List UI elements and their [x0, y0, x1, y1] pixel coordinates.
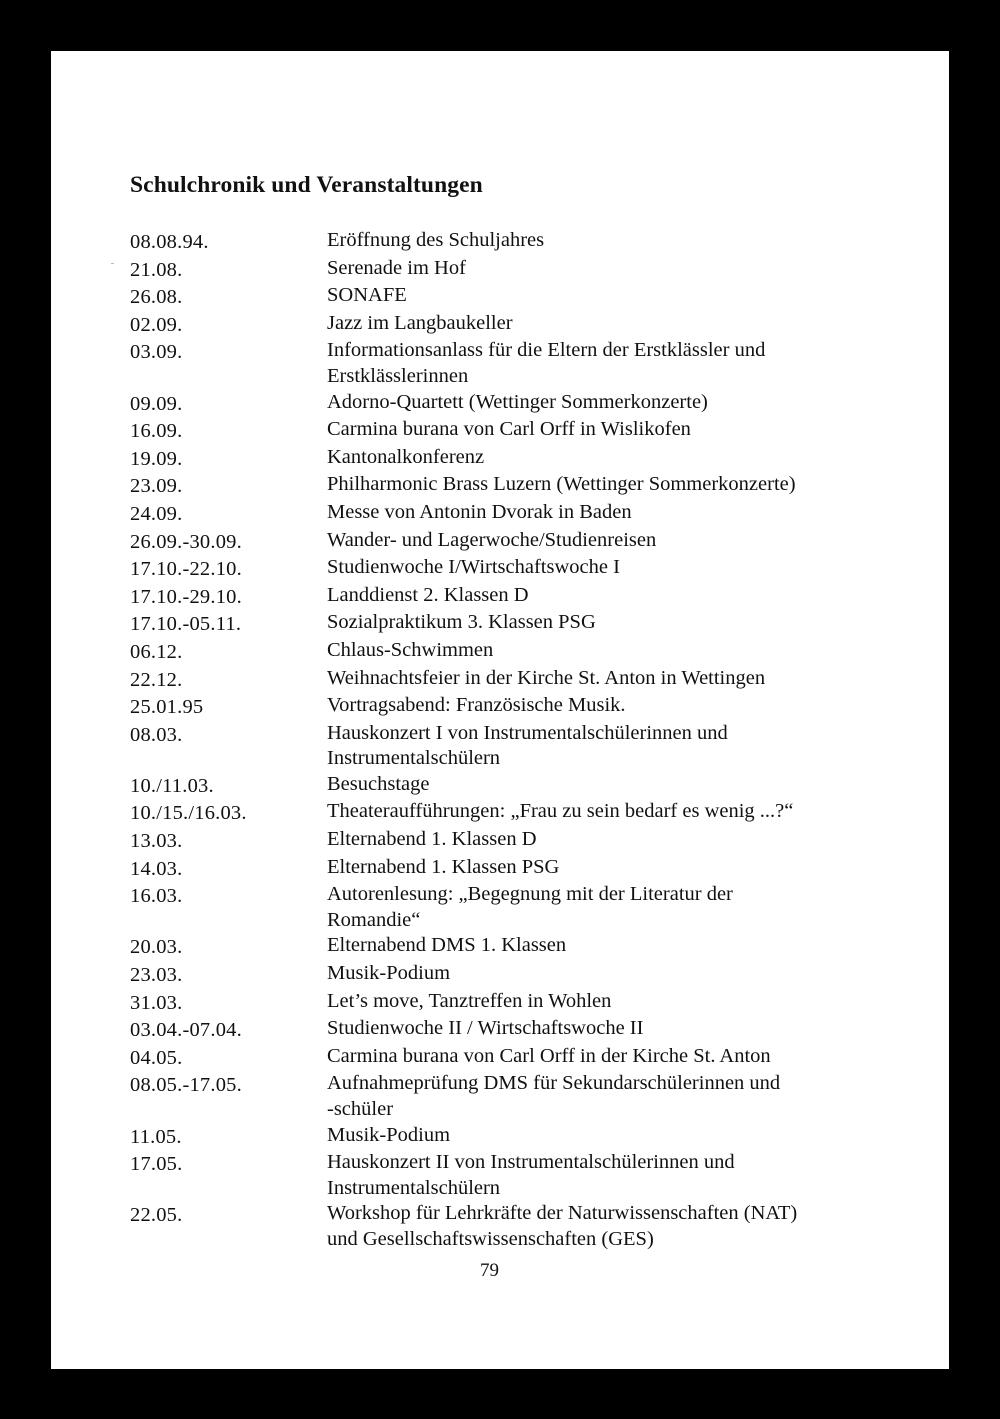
chronicle-entry — [130, 528, 870, 556]
chronicle-entry — [130, 417, 870, 445]
chronicle-entry — [130, 555, 870, 583]
chronicle-entry — [130, 693, 870, 721]
entry-date: 22.12. — [130, 668, 183, 691]
entry-event: Hauskonzert I von Instrumentalschülerinnen und Instrumentalschülern — [327, 721, 728, 770]
chronicle-entry — [130, 500, 870, 528]
entry-event: Musik-Podium — [327, 1123, 451, 1146]
entry-date: 14.03. — [130, 857, 183, 880]
chronicle-list — [130, 228, 870, 1253]
chronicle-entry — [130, 1123, 870, 1151]
entry-event: SONAFE — [327, 284, 407, 307]
entry-date: 03.09. — [130, 341, 183, 364]
chronicle-entry — [130, 933, 870, 961]
entry-event: Elternabend 1. Klassen D — [327, 828, 537, 851]
chronicle-entry — [130, 882, 870, 933]
document-page — [51, 51, 949, 1369]
chronicle-entry — [130, 445, 870, 473]
entry-event: Besuchstage — [327, 772, 430, 795]
chronicle-entry — [130, 311, 870, 339]
entry-event: Kantonalkonferenz — [327, 445, 485, 468]
entry-date: 24.09. — [130, 502, 183, 525]
page-title: Schulchronik und Veranstaltungen — [130, 172, 483, 198]
chronicle-entry — [130, 961, 870, 989]
entry-event: Chlaus-Schwimmen — [327, 638, 494, 661]
entry-date: 17.10.-22.10. — [130, 558, 242, 581]
entry-event: Vortragsabend: Französische Musik. — [327, 694, 626, 717]
chronicle-entry — [130, 799, 870, 827]
entry-event: Studienwoche II / Wirtschaftswoche II — [327, 1017, 644, 1040]
chronicle-entry — [130, 1044, 870, 1072]
entry-date: 02.09. — [130, 313, 183, 336]
entry-event: Philharmonic Brass Luzern (Wettinger Sommerkonzerte) — [327, 473, 796, 496]
entry-event: Landdienst 2. Klassen D — [327, 583, 529, 606]
entry-date: 10./11.03. — [130, 774, 214, 797]
entry-event: Elternabend DMS 1. Klassen — [327, 934, 567, 957]
entry-date: 21.08. — [130, 258, 183, 281]
entry-event: Elternabend 1. Klassen PSG — [327, 855, 560, 878]
entry-date: 10./15./16.03. — [130, 802, 247, 825]
chronicle-entry — [130, 472, 870, 500]
entry-date: 17.10.-29.10. — [130, 585, 242, 608]
entry-date: 04.05. — [130, 1046, 183, 1069]
chronicle-entry — [130, 283, 870, 311]
entry-date: 06.12. — [130, 640, 183, 663]
entry-event: Wander- und Lagerwoche/Studienreisen — [327, 528, 657, 551]
entry-event: Workshop für Lehrkräfte der Naturwissenschaften (NAT) und Gesellschaftswissenschaften (GES) — [327, 1202, 798, 1250]
entry-date: 26.09.-30.09. — [130, 530, 242, 553]
entry-date: 26.08. — [130, 286, 183, 309]
chronicle-entry — [130, 989, 870, 1017]
entry-date: 08.05.-17.05. — [130, 1074, 242, 1097]
entry-event: Jazz im Langbaukeller — [327, 311, 513, 334]
entry-date: 13.03. — [130, 830, 183, 853]
chronicle-entry — [130, 1150, 870, 1201]
entry-event: Theateraufführungen: „Frau zu sein bedarf es wenig ...?“ — [327, 800, 794, 823]
entry-event: Messe von Antonin Dvorak in Baden — [327, 500, 632, 523]
entry-event: Weihnachtsfeier in der Kirche St. Anton in Wettingen — [327, 666, 766, 689]
entry-date: 17.05. — [130, 1153, 183, 1176]
entry-date: 08.08.94. — [130, 231, 209, 253]
entry-date: 23.09. — [130, 475, 183, 498]
entry-event: Serenade im Hof — [327, 256, 466, 279]
chronicle-entry — [130, 638, 870, 666]
chronicle-entry — [130, 583, 870, 611]
chronicle-entry — [130, 256, 870, 284]
entry-date: 22.05. — [130, 1204, 183, 1227]
chronicle-entry — [130, 1016, 870, 1044]
entry-date: 31.03. — [130, 991, 183, 1014]
chronicle-entry — [130, 338, 870, 389]
entry-date: 17.10.-05.11. — [130, 613, 242, 636]
entry-date: 16.03. — [130, 885, 183, 908]
entry-date: 23.03. — [130, 964, 183, 987]
entry-event: Carmina burana von Carl Orff in Wislikofen — [327, 418, 691, 441]
entry-date: 08.03. — [130, 723, 183, 746]
entry-date: 19.09. — [130, 447, 183, 470]
entry-event: Informationsanlass für die Eltern der Erstklässler und Erstklässlerinnen — [327, 339, 766, 387]
entry-date: 16.09. — [130, 420, 183, 443]
entry-event: Eröffnung des Schuljahres — [327, 229, 545, 251]
entry-date: 03.04.-07.04. — [130, 1019, 242, 1042]
chronicle-entry — [130, 390, 870, 418]
chronicle-entry — [130, 228, 870, 256]
chronicle-entry — [130, 772, 870, 800]
chronicle-entry — [130, 610, 870, 638]
scan-speck — [111, 263, 114, 264]
chronicle-entry — [130, 721, 870, 772]
chronicle-entry — [130, 666, 870, 694]
entry-event: Studienwoche I/Wirtschaftswoche I — [327, 556, 620, 579]
entry-date: 09.09. — [130, 392, 183, 415]
entry-date: 20.03. — [130, 936, 183, 959]
entry-event: Aufnahmeprüfung DMS für Sekundarschülerinnen und -schüler — [327, 1072, 781, 1120]
entry-event: Carmina burana von Carl Orff in der Kirche St. Anton — [327, 1044, 771, 1067]
entry-event: Adorno-Quartett (Wettinger Sommerkonzerte) — [327, 390, 708, 413]
entry-date: 25.01.95 — [130, 696, 204, 719]
chronicle-entry — [130, 1071, 870, 1122]
entry-date: 11.05. — [130, 1125, 182, 1148]
entry-event: Sozialpraktikum 3. Klassen PSG — [327, 611, 596, 634]
entry-event: Autorenlesung: „Begegnung mit der Literatur der Romandie“ — [327, 883, 733, 931]
page-number: 79 — [480, 1260, 499, 1281]
chronicle-entry — [130, 827, 870, 855]
chronicle-entry — [130, 1201, 870, 1252]
chronicle-entry — [130, 855, 870, 883]
entry-event: Musik-Podium — [327, 962, 451, 985]
entry-event: Hauskonzert II von Instrumentalschülerinnen und Instrumentalschülern — [327, 1151, 735, 1199]
entry-event: Let’s move, Tanztreffen in Wohlen — [327, 989, 612, 1012]
